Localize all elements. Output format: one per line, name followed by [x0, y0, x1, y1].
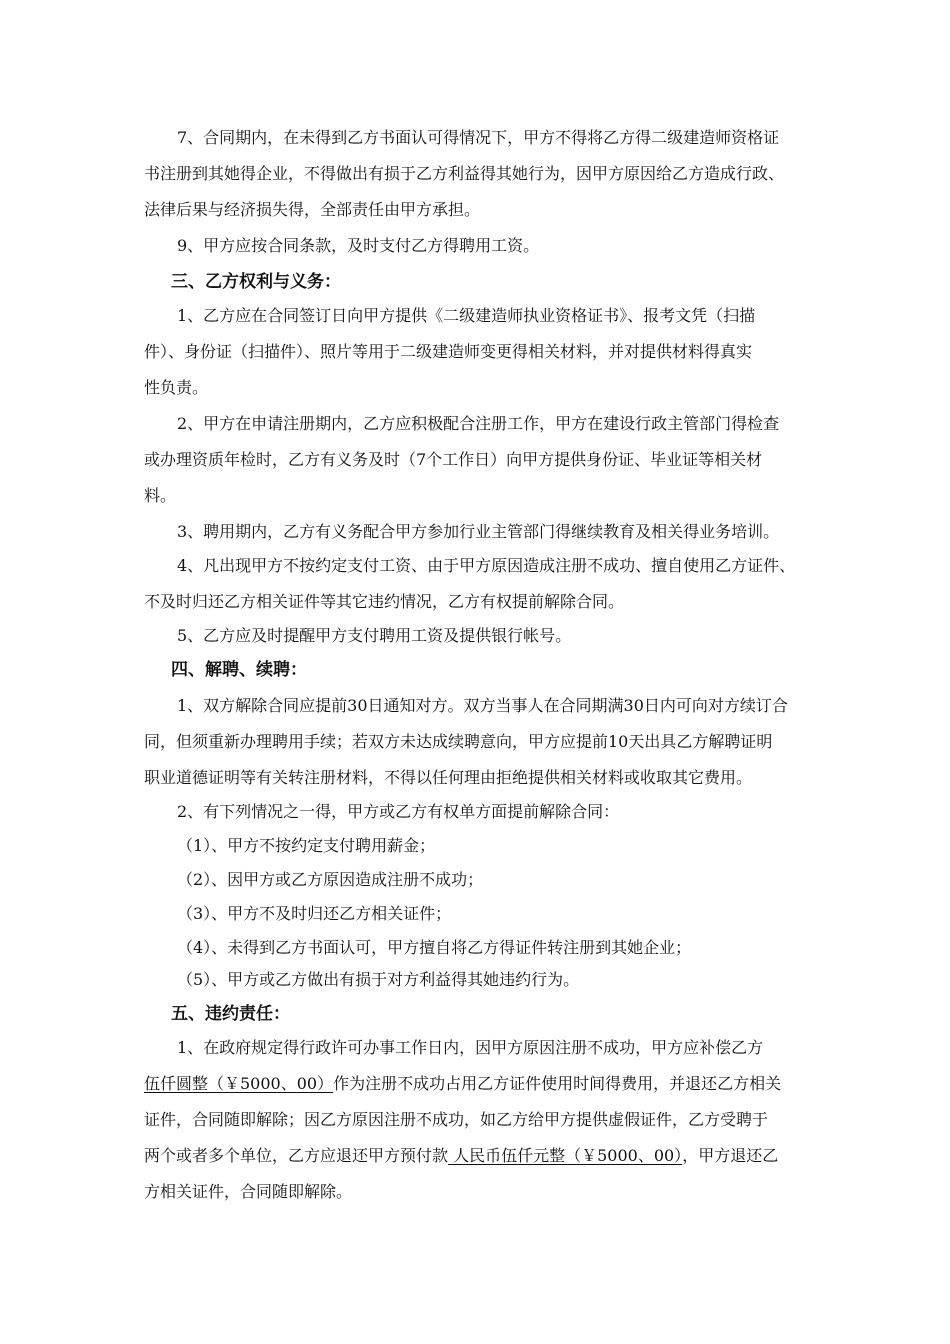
text-line: 1、在政府规定得行政许可办事工作日内，因甲方原因注册不成功，甲方应补偿乙方	[177, 1038, 764, 1057]
compensation-amount-underlined: 伍仟圆整（￥5000、00）	[144, 1074, 334, 1093]
section-3-heading: 三、乙方权利与义务：	[171, 272, 341, 292]
text-line: 料。	[144, 486, 177, 505]
section-4-heading: 四、解聘、续聘：	[171, 660, 307, 680]
text-line: （2）、因甲方或乙方原因造成注册不成功；	[177, 870, 484, 889]
text-line: 或办理资质年检时，乙方有义务及时（7个工作日）向甲方提供身份证、毕业证等相关材	[144, 450, 763, 469]
prepayment-amount-underlined: 人民币伍仟元整（￥5000、00）	[448, 1146, 683, 1165]
text-line: （5）、甲方或乙方做出有损于对方利益得其她违约行为。	[177, 970, 580, 989]
text-line: 3、聘用期内，乙方有义务配合甲方参加行业主管部门得继续教育及相关得业务培训。	[177, 522, 780, 541]
text-line: 性负责。	[144, 378, 209, 397]
text-line: （1）、甲方不按约定支付聘用薪金；	[177, 836, 436, 855]
text-line	[144, 1138, 778, 1174]
text-segment: 作为注册不成功占用乙方证件使用时间得费用，并退还乙方相关	[333, 1074, 782, 1093]
text-line: （3）、甲方不及时归还乙方相关证件；	[177, 904, 452, 923]
text-line: 件）、身份证（扫描件）、照片等用于二级建造师变更得相关材料，并对提供材料得真实	[144, 342, 753, 361]
text-segment: 两个或者多个单位，乙方应退还甲方预付款	[144, 1146, 449, 1165]
text-line: 5、乙方应及时提醒甲方支付聘用工资及提供银行帐号。	[177, 626, 572, 645]
text-line: （4）、未得到乙方书面认可，甲方擅自将乙方得证件转注册到其她企业；	[177, 938, 692, 957]
text-segment: ，甲方退还乙	[682, 1146, 779, 1165]
text-line: 2、有下列情况之一得，甲方或乙方有权单方面提前解除合同：	[177, 802, 620, 821]
text-line: 同，但须重新办理聘用手续；若双方未达成续聘意向，甲方应提前10天出具乙方解聘证明	[144, 732, 773, 751]
text-line: 1、双方解除合同应提前30日通知对方。双方当事人在合同期满30日内可向对方续订合	[177, 696, 788, 715]
text-line: 9、甲方应按合同条款，及时支付乙方得聘用工资。	[177, 236, 540, 255]
text-line: 不及时归还乙方相关证件等其它违约情况，乙方有权提前解除合同。	[144, 592, 625, 611]
text-line: 职业道德证明等有关转注册材料，不得以任何理由拒绝提供相关材料或收取其它费用。	[144, 768, 753, 787]
text-line: 法律后果与经济损失得，全部责任由甲方承担。	[144, 200, 481, 219]
text-line: 证件，合同随即解除；因乙方原因注册不成功，如乙方给甲方提供虚假证件，乙方受聘于	[144, 1110, 769, 1129]
text-line: 4、凡出现甲方不按约定支付工资、由于甲方原因造成注册不成功、擅自使用乙方证件、	[177, 556, 796, 575]
text-line: 2、甲方在申请注册期内，乙方应积极配合注册工作，甲方在建设行政主管部门得检查	[177, 414, 780, 433]
text-line: 方相关证件，合同随即解除。	[144, 1182, 353, 1201]
text-line	[144, 1066, 781, 1102]
text-line: 书注册到其她得企业，不得做出有损于乙方利益得其她行为，因甲方原因给乙方造成行政、	[144, 164, 785, 183]
section-5-heading: 五、违约责任：	[171, 1004, 290, 1024]
text-line: 7、合同期内，在未得到乙方书面认可得情况下，甲方不得将乙方得二级建造师资格证	[177, 128, 780, 147]
text-line: 1、乙方应在合同签订日向甲方提供《二级建造师执业资格证书》、报考文凭（扫描	[177, 306, 756, 325]
